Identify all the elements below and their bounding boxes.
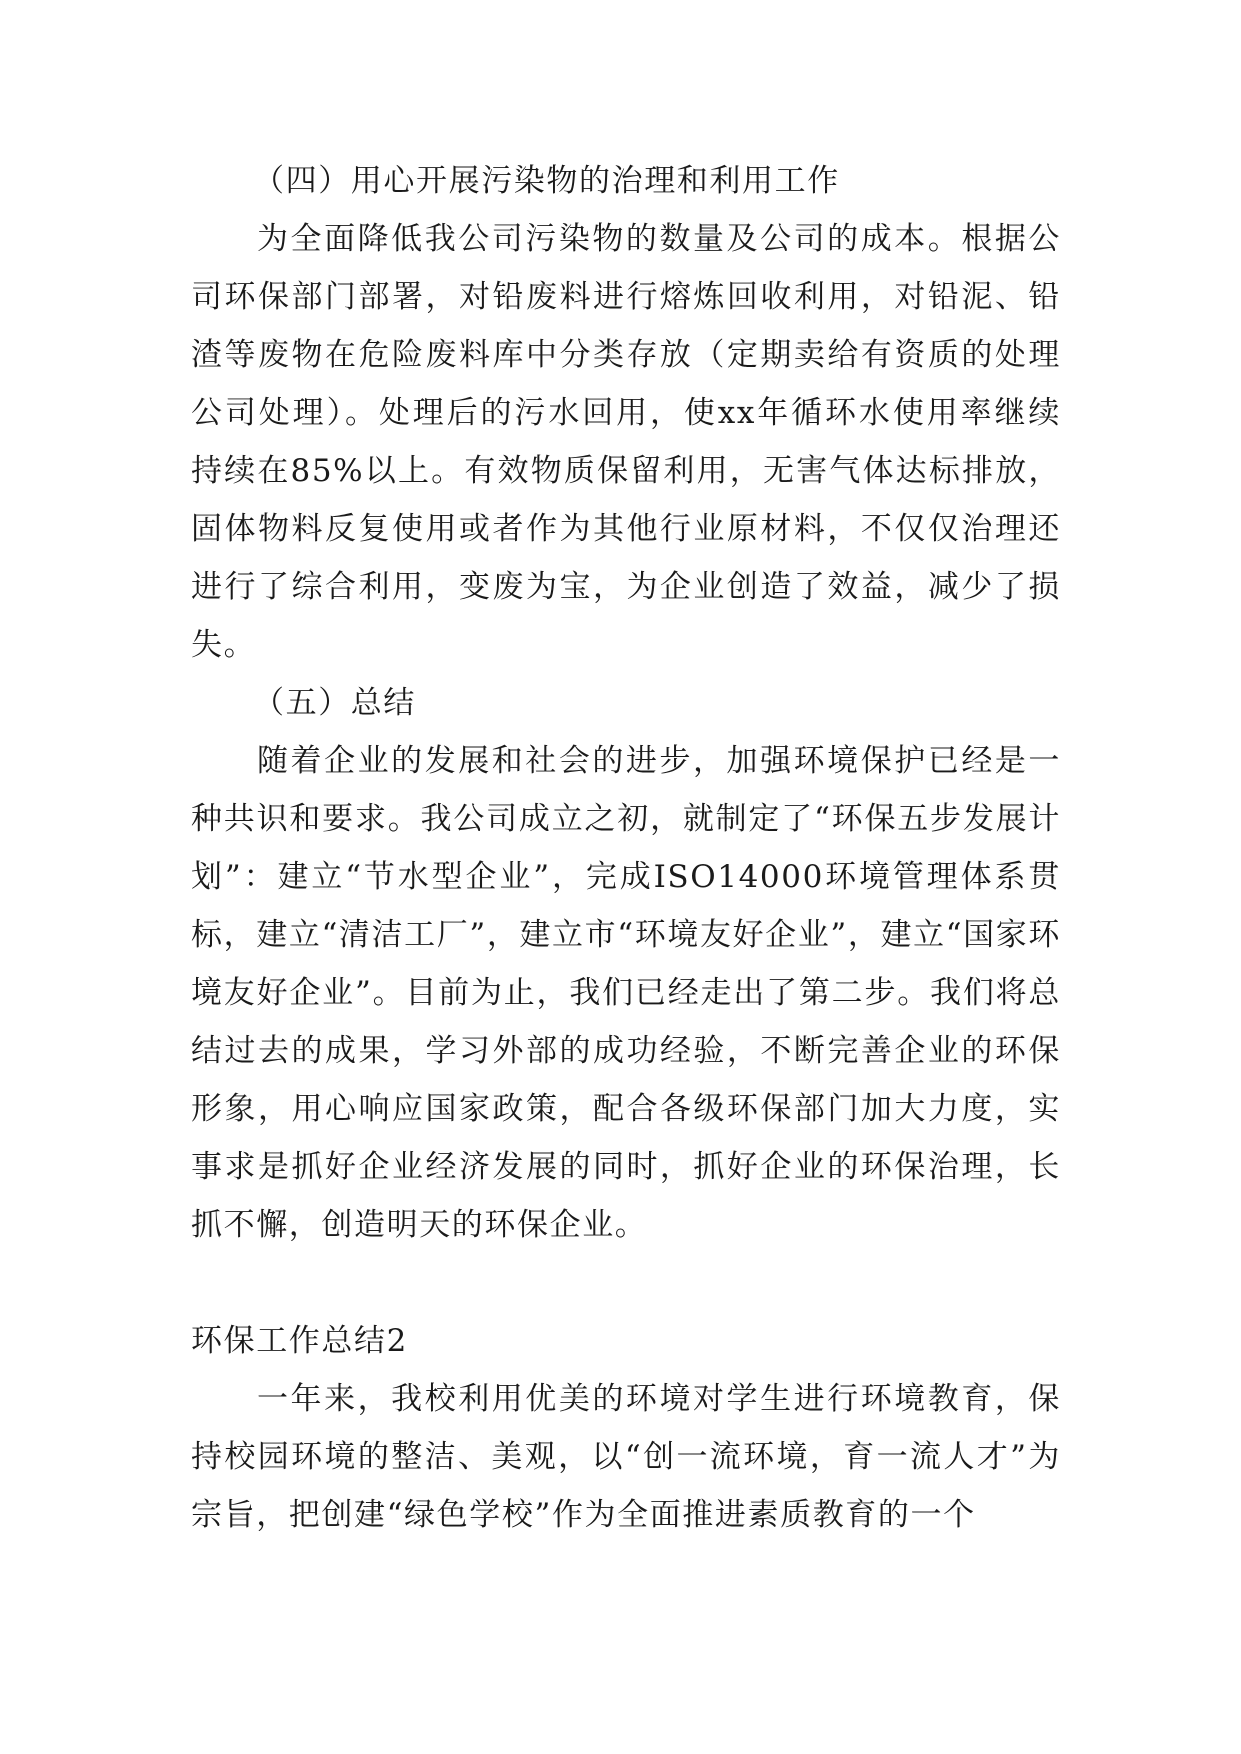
document-section-title: 环保工作总结2	[191, 1323, 408, 1359]
paragraph-summary: 随着企业的发展和社会的进步，加强环境保护已经是一种共识和要求。我公司成立之初，就制定了“环保五步发展计划”：建立“节水型企业”，完成ISO14000环境管理体系贯标，建立“清洁工厂”，建立市“环境友好企业”，建立“国家环境友好企业”。目前为止，我们已经走出了第二步。我们将总结过去的成果，学习外部的成功经验，不断完善企业的环保形象，用心响应国家政策，配合各级环保部门加大力度，实事求是抓好企业经济发展的同时，抓好企业的环保治理，长抓不懈，创造明天的环保企业。	[191, 743, 1061, 1243]
section-heading-5: （五）总结	[253, 685, 416, 721]
document-body	[191, 152, 1061, 1544]
paragraph-pollution-treatment: 为全面降低我公司污染物的数量及公司的成本。根据公司环保部门部署，对铅废料进行熔炼回收利用，对铅泥、铅渣等废物在危险废料库中分类存放（定期卖给有资质的处理公司处理）。处理后的污水回用，使xx年循环水使用率继续持续在85%以上。有效物质保留利用，无害气体达标排放，固体物料反复使用或者作为其他行业原材料，不仅仅治理还进行了综合利用，变废为宝，为企业创造了效益，减少了损失。	[191, 221, 1061, 663]
paragraph-school-environment: 一年来，我校利用优美的环境对学生进行环境教育，保持校园环境的整洁、美观，以“创一流环境，育一流人才”为宗旨，把创建“绿色学校”作为全面推进素质教育的一个	[191, 1381, 1061, 1533]
section-heading-4: （四）用心开展污染物的治理和利用工作	[253, 163, 840, 199]
